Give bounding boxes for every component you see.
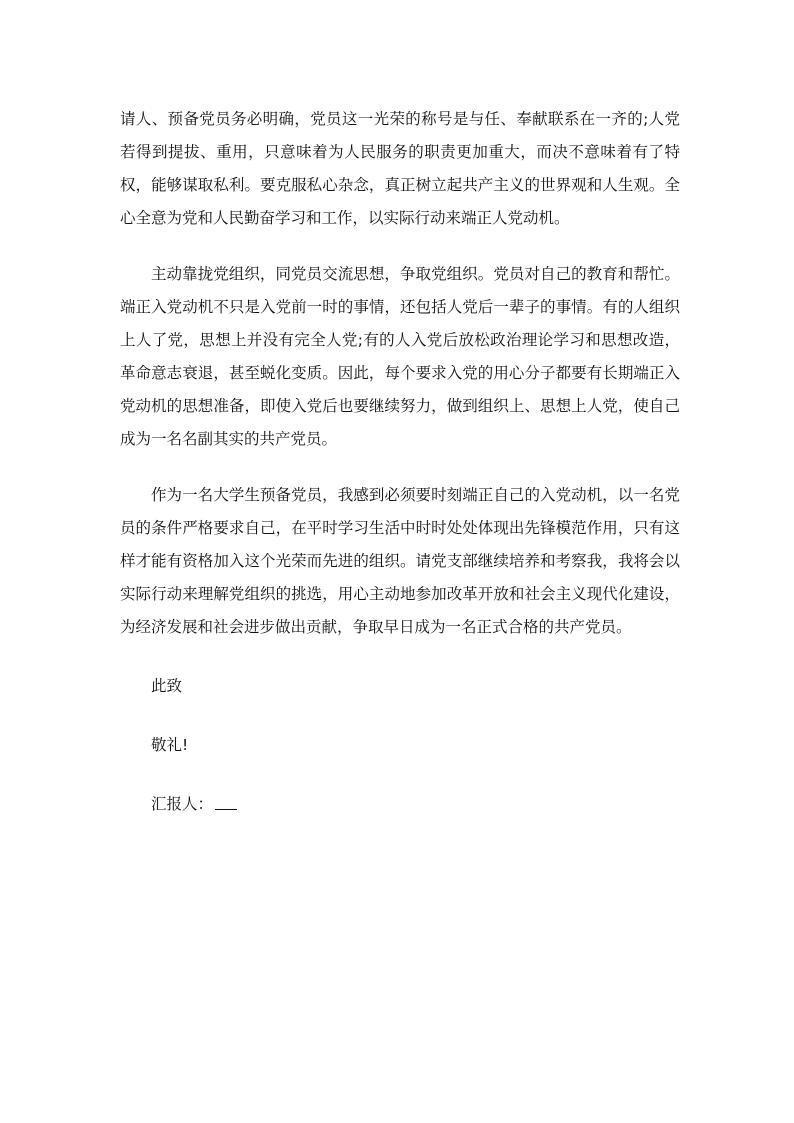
paragraph-gap [120, 703, 680, 729]
paragraph-gap [120, 456, 680, 479]
closing-regards: 敬礼! [151, 736, 189, 754]
paragraph-gap [120, 644, 680, 670]
paragraph-2: 主动靠拢党组织，同党员交流思想，争取党组织。党员对自己的教育和帮忙。端正入党动机不只是入党前一时的事情，还包括人党后一辈子的事情。有的人组织上人了党，思想上并没有完全人党;有的人入党后放松政治理论学习和思想改造，革命意志衰退，甚至蜕化变质。因此，每个要求入党的用心分子都要有长期端正入党动机的思想准备，即使入党后也要继续努力，做到组织上、思想上人党，使自己成为一名名副其实的共产党员。 [120, 265, 680, 448]
reporter-label: 汇报人： [151, 795, 214, 813]
paragraph-3: 作为一名大学生预备党员，我感到必须要时刻端正自己的入党动机，以一名党员的条件严格要求自己，在平时学习生活中时时处处体现出先锋模范作用，只有这样才能有资格加入这个光荣而先进的组织。请党支部继续培养和考察我，我将会以实际行动来理解党组织的挑选，用心主动地参加改革开放和社会主义现代化建设，为经济发展和社会进步做出贡献，争取早日成为一名正式合格的共产党员。 [120, 486, 680, 636]
signature-blank [215, 795, 237, 810]
closing-salutation: 此致 [151, 677, 183, 695]
paragraph-gap [120, 762, 680, 788]
reporter-line [120, 788, 680, 821]
paragraph-1: 请人、预备党员务必明确，党员这一光荣的称号是与任、奉献联系在一齐的;人党若得到提拔、重用，只意味着为人民服务的职责更加重大，而决不意味着有了特权，能够谋取私利。要克服私心杂念，真正树立起共产主义的世界观和人生观。全心全意为党和人民勤奋学习和工作，以实际行动来端正人党动机。 [120, 110, 680, 227]
paragraph-gap [120, 235, 680, 258]
document-page [120, 103, 680, 821]
